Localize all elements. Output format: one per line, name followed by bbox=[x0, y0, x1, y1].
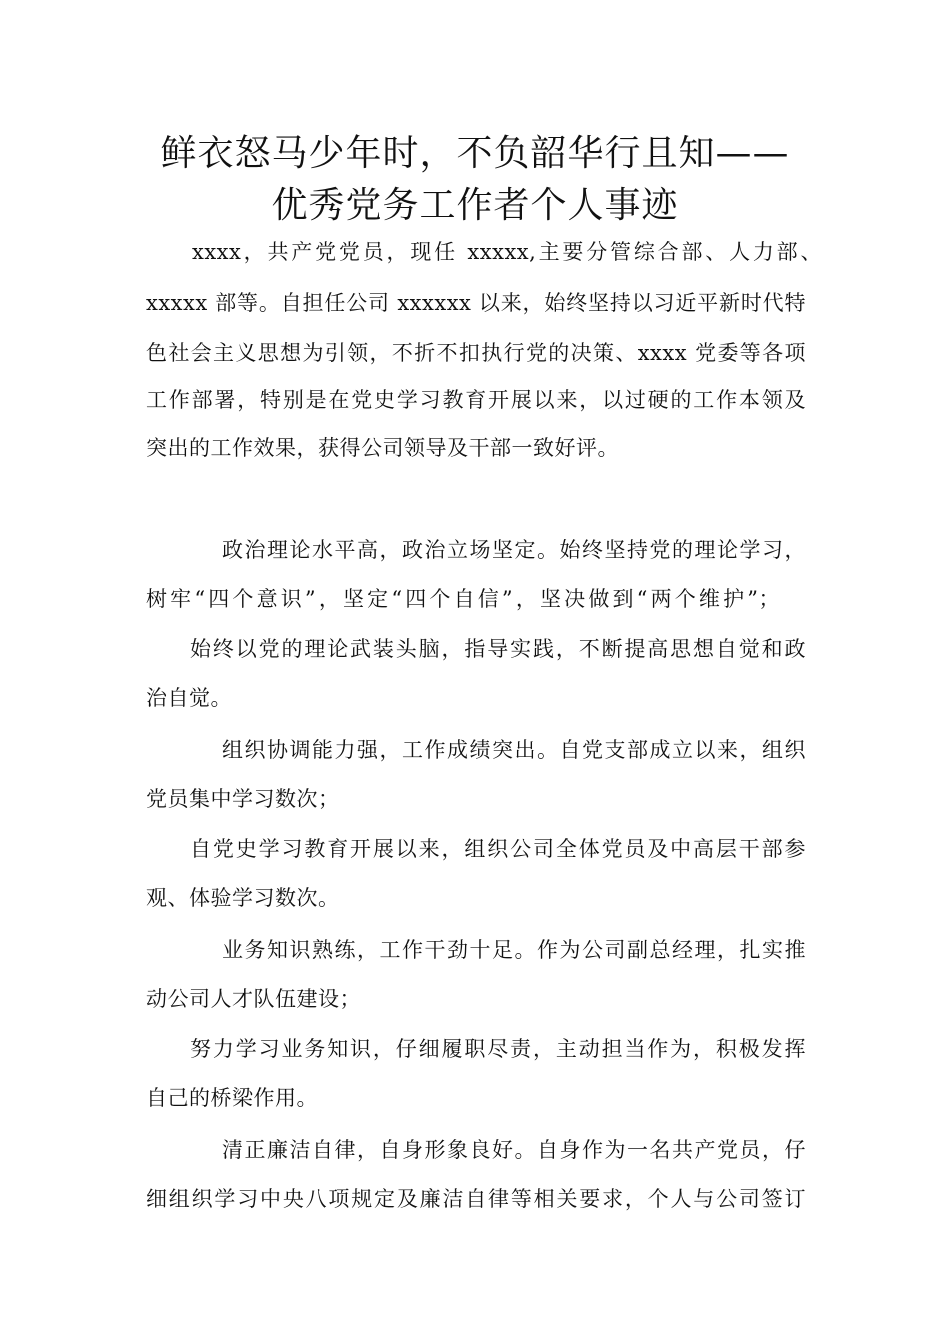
body-line: xxxxx 部等。自担任公司 xxxxxx 以来，始终坚持以习近平新时代特 bbox=[146, 291, 806, 315]
body-line: xxxx，共产党党员，现任 xxxxx,主要分管综合部、人力部、 bbox=[192, 240, 822, 264]
body-line: 色社会主义思想为引领，不折不扣执行党的决策、xxxx 党委等各项 bbox=[146, 341, 806, 365]
body-line: 自党史学习教育开展以来，组织公司全体党员及中高层干部参 bbox=[190, 837, 806, 861]
body-line: 始终以党的理论武装头脑，指导实践，不断提高思想自觉和政 bbox=[190, 637, 806, 661]
body-line: 动公司人才队伍建设； bbox=[146, 987, 361, 1011]
body-line: 治自觉。 bbox=[146, 686, 232, 710]
body-line: 努力学习业务知识，仔细履职尽责，主动担当作为，积极发挥 bbox=[190, 1037, 806, 1061]
body-line: 树牢“四个意识”，坚定“四个自信”，坚决做到“两个维护”； bbox=[146, 587, 780, 611]
body-line: 细组织学习中央八项规定及廉洁自律等相关要求，个人与公司签订 bbox=[146, 1187, 806, 1211]
body-line: 清正廉洁自律，自身形象良好。自身作为一名共产党员，仔 bbox=[222, 1138, 806, 1162]
body-line: 自己的桥梁作用。 bbox=[146, 1086, 318, 1110]
body-line: 业务知识熟练，工作干劲十足。作为公司副总经理，扎实推 bbox=[222, 938, 806, 962]
document-title-line-2: 优秀党务工作者个人事迹 bbox=[271, 185, 679, 226]
body-line: 工作部署，特别是在党史学习教育开展以来，以过硬的工作本领及 bbox=[146, 388, 806, 412]
body-line: 政治理论水平高，政治立场坚定。始终坚持党的理论学习， bbox=[222, 538, 806, 562]
body-line: 观、体验学习数次。 bbox=[146, 886, 340, 910]
body-line: 突出的工作效果，获得公司领导及干部一致好评。 bbox=[146, 436, 619, 460]
document-title-line-1: 鲜衣怒马少年时，不负韶华行且知—— bbox=[160, 133, 790, 174]
body-line: 组织协调能力强，工作成绩突出。自党支部成立以来，组织 bbox=[222, 738, 806, 762]
body-line: 党员集中学习数次； bbox=[146, 787, 340, 811]
